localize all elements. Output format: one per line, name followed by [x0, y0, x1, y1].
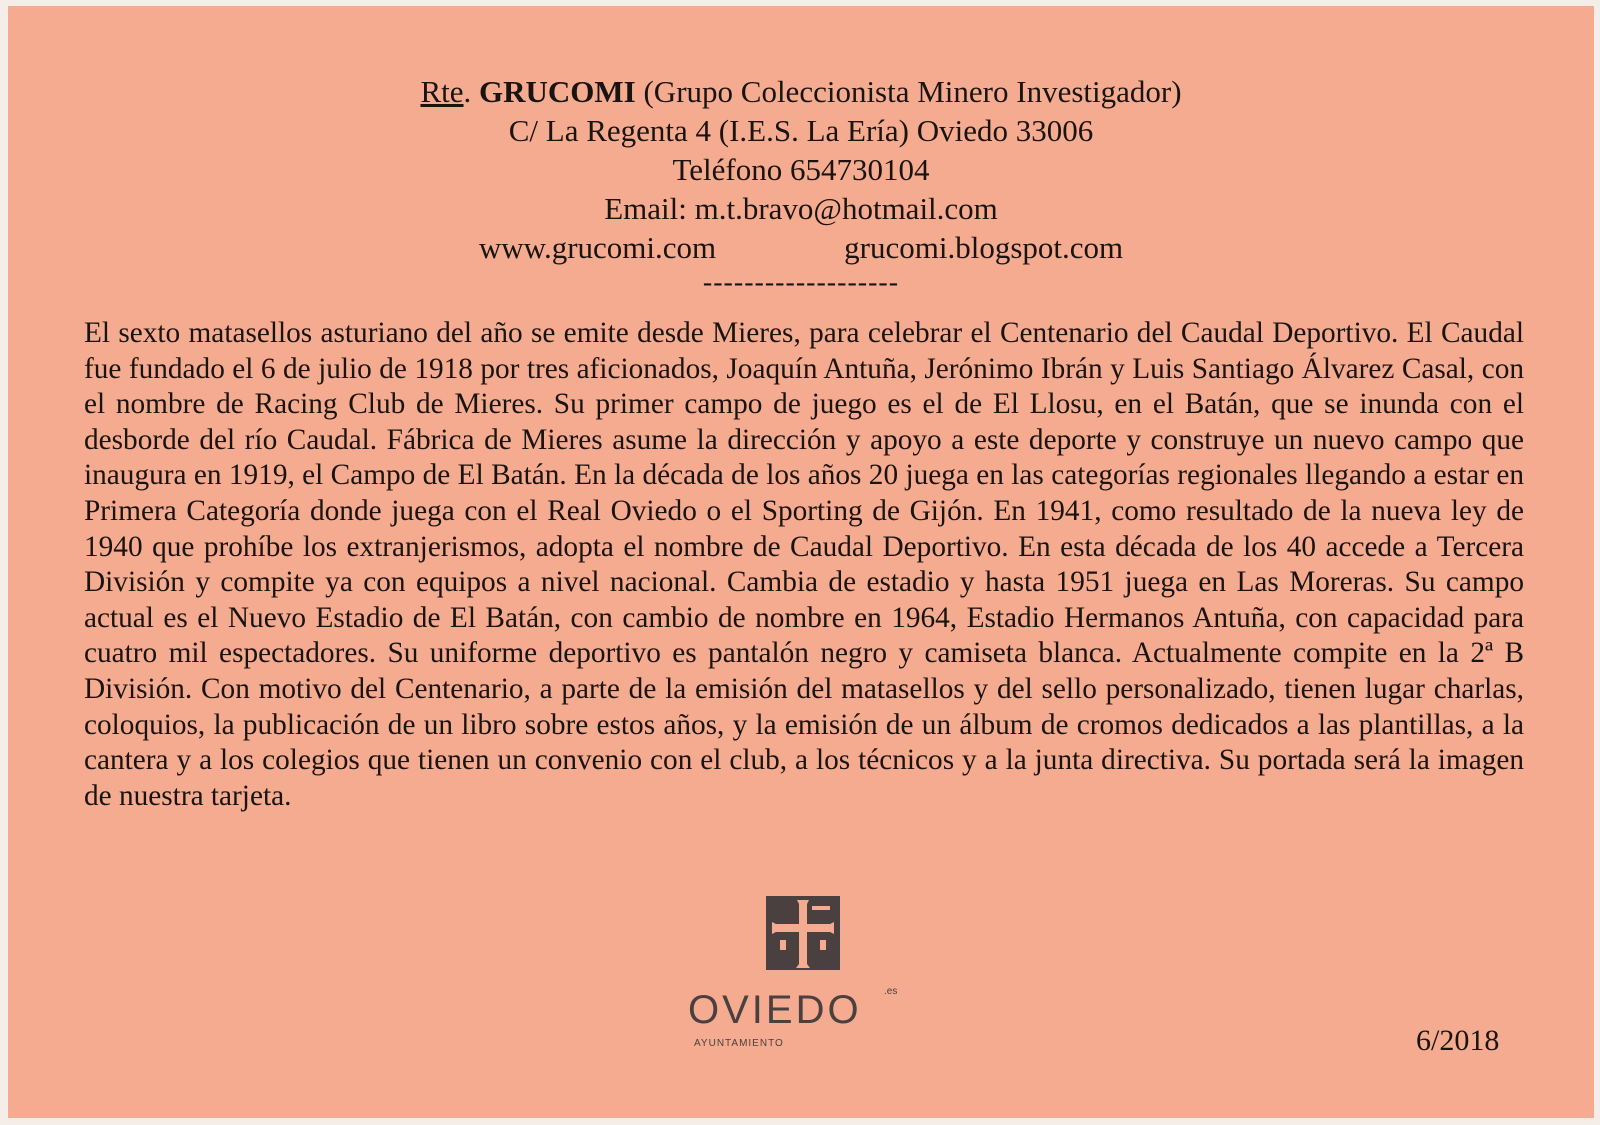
website-link: www.grucomi.com — [478, 230, 717, 265]
postcard-back — [8, 6, 1594, 1118]
phone-line: Teléfono 654730104 — [672, 152, 930, 187]
email-line: Email: m.t.bravo@hotmail.com — [604, 191, 998, 226]
logo-subtitle: AYUNTAMIENTO — [694, 1038, 784, 1049]
web-links-row — [8, 228, 1594, 267]
logo-wordmark: OVIEDO — [688, 988, 862, 1032]
org-full-name: (Grupo Coleccionista Minero Investigador) — [635, 74, 1182, 109]
org-name: GRUCOMI — [479, 74, 636, 109]
sender-header — [8, 72, 1594, 299]
sender-abbrev: Rte — [420, 74, 464, 109]
description-paragraph: El sexto matasellos asturiano del año se emite desde Mieres, para celebrar el Centenario del Caudal Deportivo. El Caudal fue fundado el 6 de julio de 1918 por tres aficionados, Joaquín Antuña, Jerónimo Ibrán y Luis Santiago Álvarez Casal, con el nombre de Racing Club de Mieres. Su primer campo de juego es el de El Llosu, en el Batán, que se inunda con el desborde del río Caudal. Fábrica de Mieres asume la dirección y apoyo a este deporte y construye un nuevo campo que inaugura en 1919, el Campo de El Batán. En la década de los años 20 juega en las categorías regionales llegando a estar en Primera Categoría donde juega con el Real Oviedo o el Sporting de Gijón. En 1941, como resultado de la nueva ley de 1940 que prohíbe los extranjerismos, adopta el nombre de Caudal Deportivo. En esta década de los 40 accede a Tercera División y compite ya con equipos a nivel nacional. Cambia de estadio y hasta 1951 juega en Las Moreras. Su campo actual es el Nuevo Estadio de El Batán, con cambio de nombre en 1964, Estadio Hermanos Antuña, con capacidad para cuatro mil espectadores. Su uniforme deportivo es pantalón negro y camiseta blanca. Actualmente compite en la 2ª B División. Con motivo del Centenario, a parte de la emisión del matasellos y del sello personalizado, tienen lugar charlas, coloquios, la publicación de un libro sobre estos años, y la emisión de un álbum de cromos dedicados a las plantillas, a la cantera y a los colegios que tienen un convenio con el club, a los técnicos y a la junta directiva. Su portada será la imagen de nuestra tarjeta. — [84, 317, 1524, 812]
oviedo-logo — [688, 896, 928, 1066]
logo-domain-suffix: .es — [884, 986, 898, 997]
sender-line — [8, 72, 1594, 111]
sender-abbrev-dot: . — [463, 74, 480, 109]
oviedo-cross-icon — [766, 896, 840, 970]
address-line: C/ La Regenta 4 (I.E.S. La Ería) Oviedo 33006 — [508, 113, 1094, 148]
blog-link: grucomi.blogspot.com — [844, 230, 1124, 265]
divider-dashes: ------------------- — [702, 267, 900, 298]
issue-date: 6/2018 — [1416, 1024, 1500, 1057]
